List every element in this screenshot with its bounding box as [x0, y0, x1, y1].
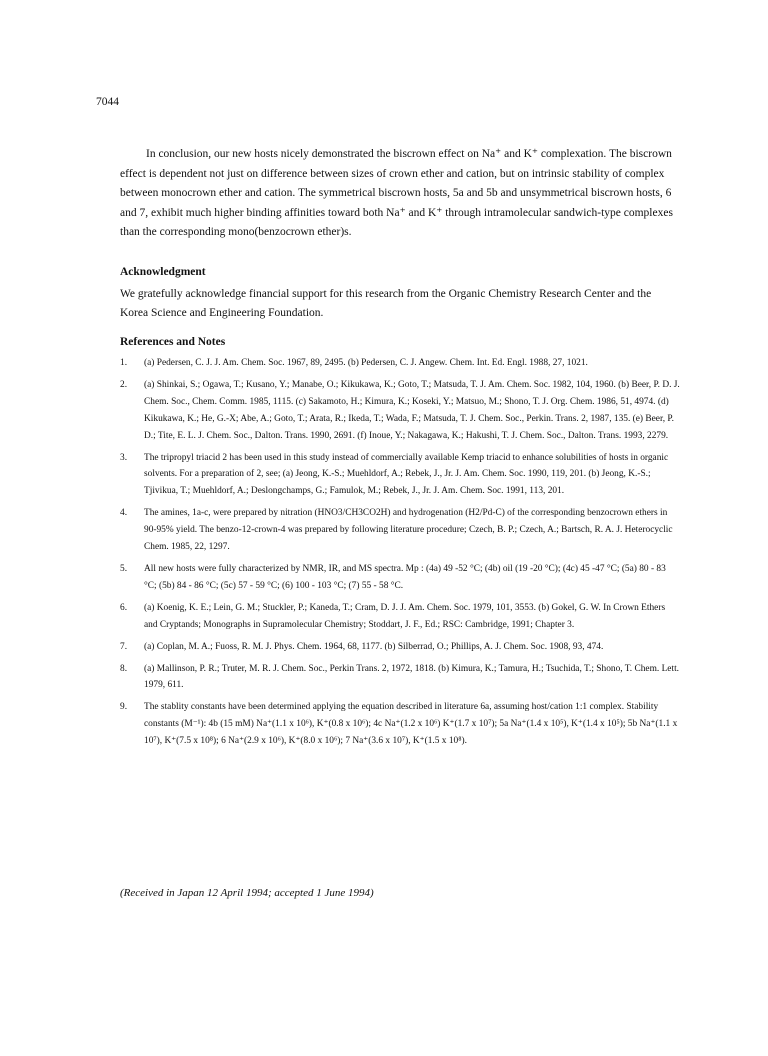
conclusion-paragraph: In conclusion, our new hosts nicely demonstrated the biscrown effect on Na⁺ and K⁺ complexation. The biscrown effect is dependent not just on difference between sizes of crown ether and cation, but on intrinsic stability of complex between monocrown ether and cation. The symmetrical biscrown hosts, 5a and 5b and unsymmetrical biscrown hosts, 6 and 7, exhibit much higher binding affinities toward both Na⁺ and K⁺ through intramolecular sandwich-type complexes than the corresponding mono(benzocrown ether)s. [120, 148, 673, 238]
reference-item [120, 600, 680, 634]
reference-item [120, 561, 680, 595]
reference-item [120, 661, 680, 695]
reference-number: 4. [120, 508, 128, 519]
reference-text: (a) Koenig, K. E.; Lein, G. M.; Stuckler, P.; Kaneda, T.; Cram, D. J. J. Am. Chem. Soc. 1979, 101, 3553. (b) Gokel, G. W. In Crown Ethers and Cryptands; Monographs in Supramolecular Chemistry; Stoddart, J. F., Ed.; RSC: Cambridge, 1991; Chapter 3. [144, 602, 666, 630]
reference-item [120, 505, 680, 556]
reference-number: 2. [120, 379, 128, 390]
reference-number: 3. [120, 452, 128, 463]
reference-text: All new hosts were fully characterized by NMR, IR, and MS spectra. Mp : (4a) 49 -52 °C; (4b) oil (19 -20 °C); (4c) 45 -47 °C; (5a) 80 - 83 °C; (5b) 84 - 86 °C; (5c) 57 - 59 °C; (6) 100 - 103 °C; (7) 55 - 58 °C. [144, 563, 666, 591]
acknowledgment-heading: Acknowledgment [120, 266, 206, 278]
page-number: 7044 [96, 96, 119, 108]
reference-item [120, 450, 680, 501]
reference-text: The stablity constants have been determined applying the equation described in literature 6a, assuming host/cation 1:1 complex. Stability constants (M⁻¹): 4b (15 mM) Na⁺(1.1 x 10⁶), K⁺(0.8 x 10⁶); 4c Na⁺(1.2 x 10⁶) K⁺(1.7 x 10⁷); 5a Na⁺(1.4 x 10⁵), K⁺(1.4 x 10⁵); 5b Na⁺(1.1 x 10⁷), K⁺(7.5 x 10⁸); 6 Na⁺(2.9 x 10⁶), K⁺(8.0 x 10⁶); 7 Na⁺(3.6 x 10⁷), K⁺(1.5 x 10⁸). [144, 702, 678, 747]
reference-item [120, 377, 680, 445]
reference-text: (a) Shinkai, S.; Ogawa, T.; Kusano, Y.; Manabe, O.; Kikukawa, K.; Goto, T.; Matsuda, T. J. Am. Chem. Soc. 1982, 104, 1960. (b) Beer, P. D. J. Chem. Soc., Chem. Comm. 1985, 1115. (c) Sakamoto, H.; Kimura, K.; Koseki, Y.; Matsuo, M.; Shono, T. J. Org. Chem. 1986, 51, 4974. (d) Kikukawa, K.; He, G.-X; Abe, A.; Goto, T.; Arata, R.; Ikeda, T.; Wada, F.; Matsuda, T. J. Chem. Soc., Perkin. Trans. 2, 1987, 135. (e) Beer, P. D.; Tite, E. L. J. Chem. Soc., Dalton. Trans. 1990, 2691. (f) Inoue, Y.; Nakagawa, K.; Hakushi, T. J. Chem. Soc., Dalton. Trans. 1993, 2279. [144, 379, 680, 441]
received-date-note: (Received in Japan 12 April 1994; accepted 1 June 1994) [120, 887, 374, 899]
reference-text: (a) Coplan, M. A.; Fuoss, R. M. J. Phys. Chem. 1964, 68, 1177. (b) Silberrad, O.; Phillips, A. J. Chem. Soc. 1908, 93, 474. [144, 641, 604, 652]
reference-item [120, 355, 680, 372]
reference-number: 1. [120, 358, 128, 368]
reference-text: The tripropyl triacid 2 has been used in this study instead of commercially available Kemp triacid to enhance solubilities of hosts in organic solvents. For a preparation of 2, see; (a) Jeong, K.-S.; Muehldorf, A.; Rebek, J., Jr. J. Am. Chem. Soc. 1990, 119, 201. (b) Jeong, K.-S.; Tjivikua, T.; Muehldorf, A.; Deslongchamps, G.; Famulok, M.; Rebek, J., Jr. J. Am. Chem. Soc. 1991, 113, 201. [144, 452, 669, 497]
reference-number: 6. [120, 602, 128, 613]
reference-text: (a) Mallinson, P. R.; Truter, M. R. J. Chem. Soc., Perkin Trans. 2, 1972, 1818. (b) Kimura, K.; Tamura, H.; Tsuchida, T.; Shono, T. Chem. Lett. 1979, 611. [144, 663, 680, 691]
references-list [120, 355, 680, 755]
reference-number: 9. [120, 702, 128, 713]
reference-text: The amines, 1a-c, were prepared by nitration (HNO3/CH3CO2H) and hydrogenation (H2/Pd-C) of the corresponding benzocrown ethers in 90-95% yield. The benzo-12-crown-4 was prepared by following literature procedure; Czech, B. P.; Czech, A.; Bartsch, R. A. J. Heterocyclic Chem. 1985, 22, 1297. [144, 508, 673, 553]
acknowledgment-text: We gratefully acknowledge financial support for this research from the Organic Chemistry Research Center and the Korea Science and Engineering Foundation. [120, 288, 652, 319]
reference-text: (a) Pedersen, C. J. J. Am. Chem. Soc. 1967, 89, 2495. (b) Pedersen, C. J. Angew. Chem. Int. Ed. Engl. 1988, 27, 1021. [144, 358, 588, 368]
reference-number: 8. [120, 663, 128, 674]
reference-number: 7. [120, 641, 128, 652]
references-heading: References and Notes [120, 336, 226, 348]
reference-item [120, 639, 680, 656]
reference-item [120, 699, 680, 750]
reference-number: 5. [120, 563, 128, 574]
